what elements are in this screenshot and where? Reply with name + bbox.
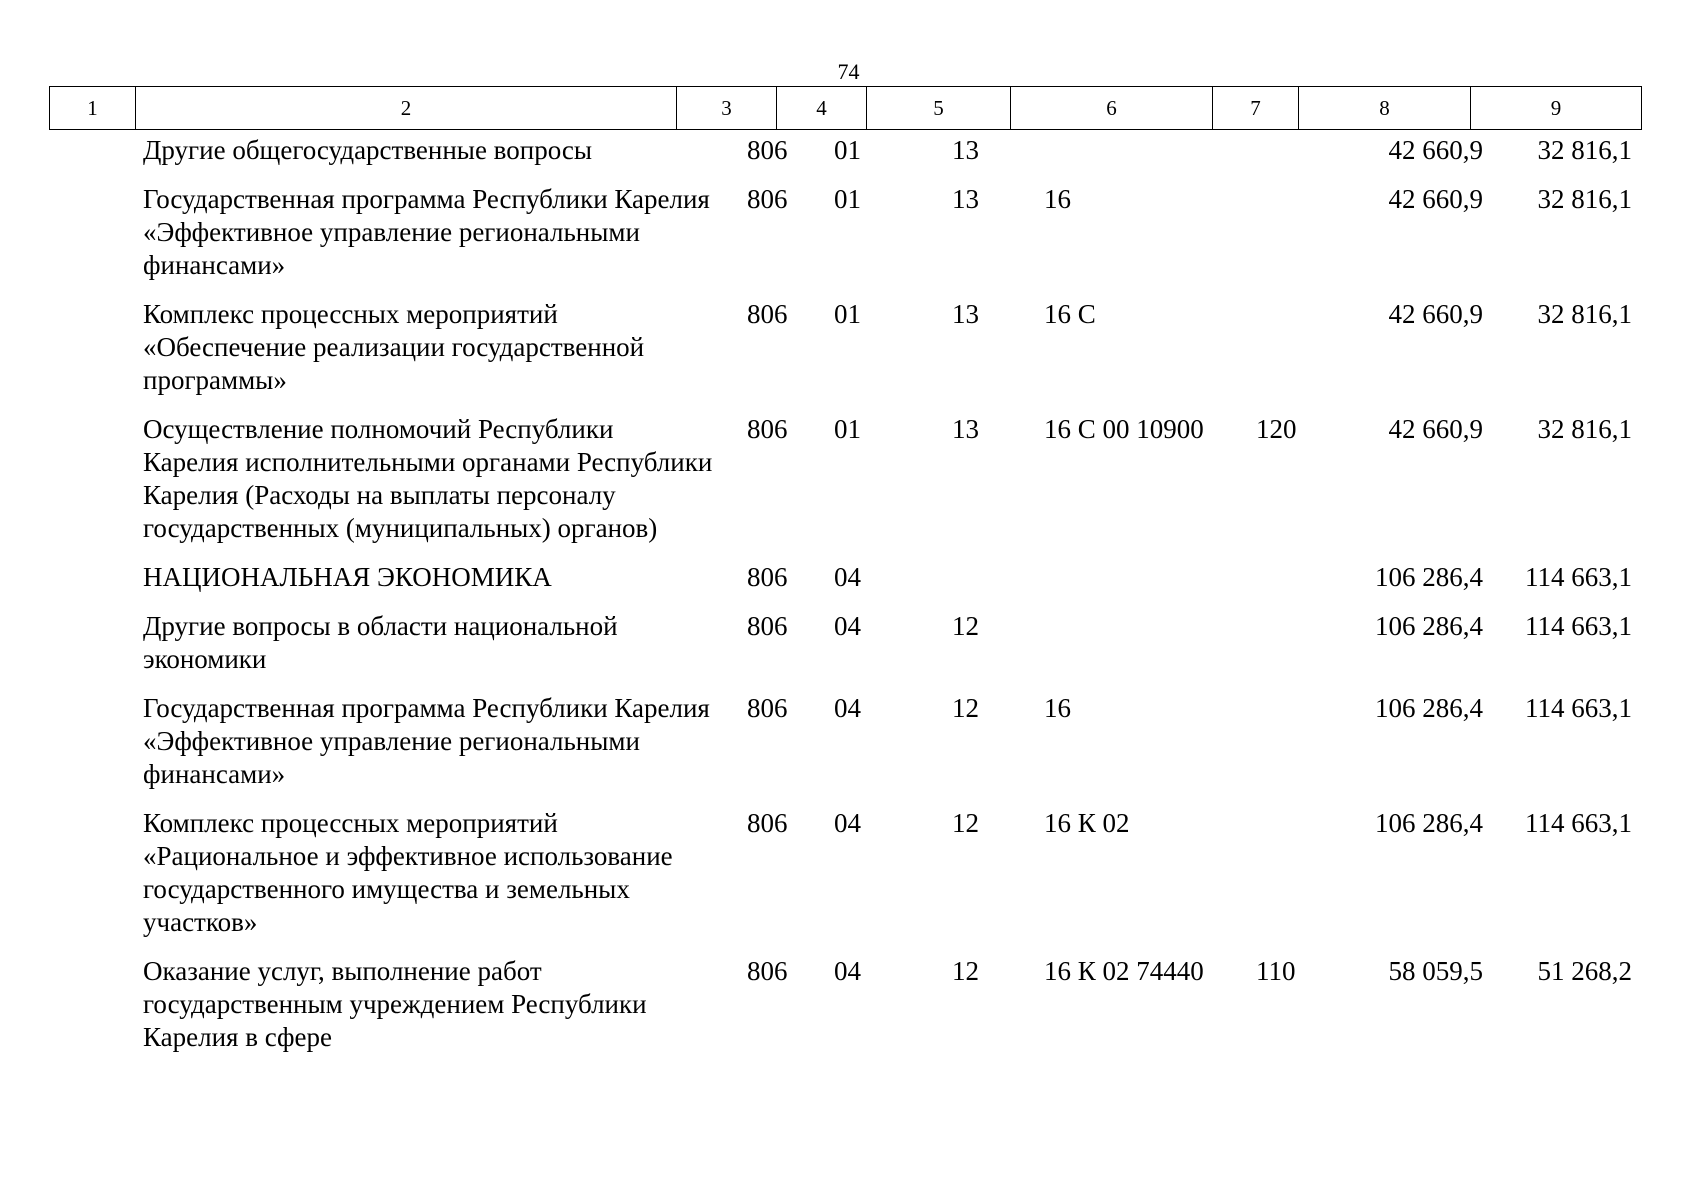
row-name: Другие вопросы в области национальной экономики: [143, 611, 618, 674]
column-number-header: [49, 86, 1642, 130]
table-row: [49, 413, 1641, 561]
row-col-8: 106 286,4: [1375, 693, 1483, 723]
table-row: [49, 610, 1641, 692]
row-col-5: 13: [952, 414, 979, 444]
row-col-3: 806: [747, 414, 788, 444]
row-col-4: 04: [834, 611, 861, 641]
row-col-6: 16: [1044, 693, 1071, 723]
row-col-9: 114 663,1: [1525, 808, 1632, 838]
row-col-7: [1234, 610, 1320, 692]
row-col-8: 106 286,4: [1375, 808, 1483, 838]
row-name: Оказание услуг, выполнение работ государственным учреждением Республики Карелия в сфере: [143, 956, 647, 1052]
row-col-3: 806: [747, 135, 788, 165]
row-col-4: 01: [834, 299, 861, 329]
row-name: Комплекс процессных мероприятий «Обеспечение реализации государственной программы»: [143, 299, 645, 395]
row-col-9: 32 816,1: [1537, 135, 1632, 165]
header-col-9: 9: [1471, 87, 1642, 130]
row-col-5: 12: [952, 611, 979, 641]
row-col-5: 13: [952, 184, 979, 214]
row-col-5: [894, 561, 1034, 610]
row-col-9: 32 816,1: [1537, 184, 1632, 214]
row-col-5: 13: [952, 299, 979, 329]
row-col-3: 806: [747, 299, 788, 329]
row-col-5: 12: [952, 693, 979, 723]
row-col-9: 32 816,1: [1537, 299, 1632, 329]
row-col-6: [1034, 134, 1234, 183]
row-col-8: 58 059,5: [1388, 956, 1483, 986]
header-col-8: 8: [1299, 87, 1471, 130]
row-col-7: [1234, 134, 1320, 183]
row-col-7: [1234, 692, 1320, 807]
row-col-4: 04: [834, 562, 861, 592]
row-name: Комплекс процессных мероприятий «Рациональное и эффективное использование государственного имущества и земельных участков»: [143, 808, 673, 937]
row-col-6: 16 С: [1044, 299, 1096, 329]
row-col-9: 32 816,1: [1537, 414, 1632, 444]
row-col-3: 806: [747, 562, 788, 592]
table-row: [49, 183, 1641, 298]
row-col-4: 04: [834, 693, 861, 723]
row-col-8: 42 660,9: [1388, 414, 1483, 444]
row-name: Государственная программа Республики Карелия «Эффективное управление региональными финансами»: [143, 693, 710, 789]
row-col-4: 01: [834, 135, 861, 165]
header-col-2: 2: [136, 87, 677, 130]
row-col-4: 01: [834, 414, 861, 444]
row-name: Осуществление полномочий Республики Карелия исполнительными органами Республики Карелия (Расходы на выплаты персоналу государственных (муниципальных) органов): [143, 414, 713, 543]
row-col-3: 806: [747, 693, 788, 723]
header-col-3: 3: [677, 87, 777, 130]
table-row: [49, 298, 1641, 413]
row-col-4: 04: [834, 956, 861, 986]
row-col-9: 114 663,1: [1525, 562, 1632, 592]
row-name: НАЦИОНАЛЬНАЯ ЭКОНОМИКА: [143, 562, 552, 592]
row-col-7: [1234, 807, 1320, 955]
row-col-5: 12: [952, 808, 979, 838]
row-col-8: 42 660,9: [1388, 184, 1483, 214]
page-number: 74: [837, 59, 860, 84]
header-col-6: 6: [1011, 87, 1213, 130]
row-col-3: 806: [747, 184, 788, 214]
table-row: [49, 561, 1641, 610]
row-col-3: 806: [747, 611, 788, 641]
row-col-6: 16 К 02: [1044, 808, 1130, 838]
row-name: Государственная программа Республики Карелия «Эффективное управление региональными финансами»: [143, 184, 710, 280]
row-col-7: [1234, 298, 1320, 413]
row-col-4: 01: [834, 184, 861, 214]
header-col-5: 5: [867, 87, 1011, 130]
budget-table: [49, 134, 1641, 1070]
header-col-1: 1: [50, 87, 136, 130]
row-name: Другие общегосударственные вопросы: [143, 135, 592, 165]
row-col-6: [1034, 610, 1234, 692]
row-col-8: 42 660,9: [1388, 299, 1483, 329]
row-col-6: 16 К 02 74440: [1044, 956, 1204, 986]
row-col-7: [1234, 561, 1320, 610]
row-col-8: 42 660,9: [1388, 135, 1483, 165]
row-col-9: 114 663,1: [1525, 611, 1632, 641]
header-col-4: 4: [777, 87, 867, 130]
table-row: [49, 807, 1641, 955]
row-col-3: 806: [747, 808, 788, 838]
row-col-5: 12: [952, 956, 979, 986]
row-col-7: 120: [1256, 414, 1297, 444]
row-col-6: [1034, 561, 1234, 610]
row-col-4: 04: [834, 808, 861, 838]
row-col-6: 16: [1044, 184, 1071, 214]
row-col-9: 114 663,1: [1525, 693, 1632, 723]
row-col-8: 106 286,4: [1375, 611, 1483, 641]
header-col-7: 7: [1213, 87, 1299, 130]
table-row: [49, 955, 1641, 1070]
row-col-5: 13: [952, 135, 979, 165]
row-col-3: 806: [747, 956, 788, 986]
row-col-9: 51 268,2: [1537, 956, 1632, 986]
table-row: [49, 134, 1641, 183]
row-col-8: 106 286,4: [1375, 562, 1483, 592]
row-col-6: 16 С 00 10900: [1044, 414, 1204, 444]
table-row: [49, 692, 1641, 807]
row-col-7: [1234, 183, 1320, 298]
row-col-7: 110: [1256, 956, 1296, 986]
